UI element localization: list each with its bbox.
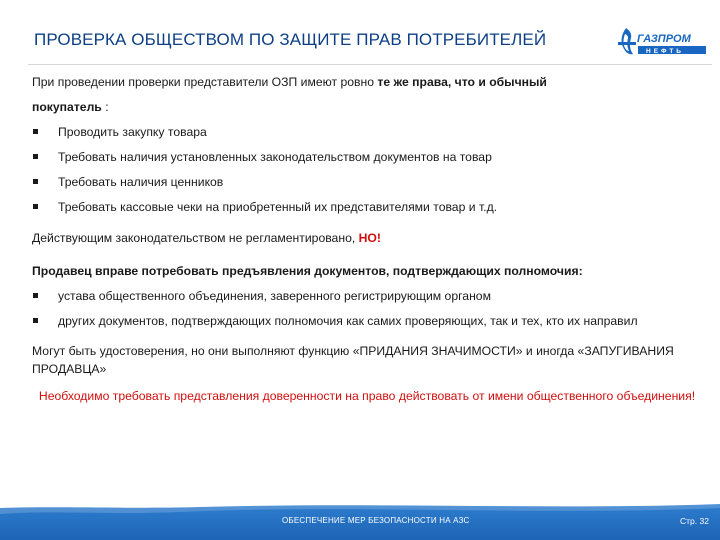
- certificates-paragraph: Могут быть удостоверения, но они выполняют функцию «ПРИДАНИЯ ЗНАЧИМОСТИ» и иногда «ЗАПУГИВАНИЯ ПРОДАВЦА»: [32, 344, 674, 376]
- bullet-icon: [33, 154, 38, 159]
- footer-caption: ОБЕСПЕЧЕНИЕ МЕР БЕЗОПАСНОСТИ НА АЗС: [282, 516, 470, 525]
- law-plain: Действующим законодательством не регламентировано,: [32, 231, 359, 245]
- bullet-icon: [33, 293, 38, 298]
- intro-plain: При проведении проверки представители ОЗП имеют ровно: [32, 75, 378, 89]
- bullet-icon: [33, 318, 38, 323]
- intro-paragraph: [32, 70, 702, 120]
- intro-bold-2: покупатель: [32, 100, 102, 114]
- bullet-icon: [33, 129, 38, 134]
- list-item: Требовать наличия установленных законодательством документов на товар: [32, 145, 702, 170]
- gazprom-flame-logo-icon: [618, 28, 636, 54]
- law-paragraph: [32, 226, 702, 251]
- footer-bar: [0, 502, 720, 540]
- seller-paragraph: Продавец вправе потребовать предъявления документов, подтверждающих полномочия:: [32, 264, 583, 278]
- list-item: устава общественного объединения, заверенного регистрирующим органом: [32, 284, 702, 309]
- intro-bold-1: те же права, что и обычный: [377, 75, 547, 89]
- intro-tail: :: [101, 100, 109, 114]
- bullet-icon: [33, 204, 38, 209]
- gazprom-neft-logo: [616, 24, 712, 60]
- bullet-icon: [33, 179, 38, 184]
- list-item: других документов, подтверждающих полномочия как самих проверяющих, так и тех, кто их направил: [32, 309, 702, 334]
- logo-name-bottom: НЕФТЬ: [646, 48, 684, 55]
- documents-list: [32, 284, 702, 334]
- slide-content: [32, 70, 702, 405]
- warning-note: Необходимо требовать представления доверенности на право действовать от имени общественного объединения!: [38, 389, 696, 403]
- page-number: Стр. 32: [680, 516, 709, 526]
- list-item: Проводить закупку товара: [32, 120, 702, 145]
- list-item: Требовать наличия ценников: [32, 170, 702, 195]
- list-item: Требовать кассовые чеки на приобретенный их представителями товар и т.д.: [32, 195, 702, 220]
- rights-list: [32, 120, 702, 220]
- header-divider: [28, 64, 712, 65]
- law-red: НО!: [358, 231, 381, 245]
- page-title: ПРОВЕРКА ОБЩЕСТВОМ ПО ЗАЩИТЕ ПРАВ ПОТРЕБИТЕЛЕЙ: [34, 30, 547, 49]
- logo-name-top: ГАЗПРОМ: [637, 33, 691, 45]
